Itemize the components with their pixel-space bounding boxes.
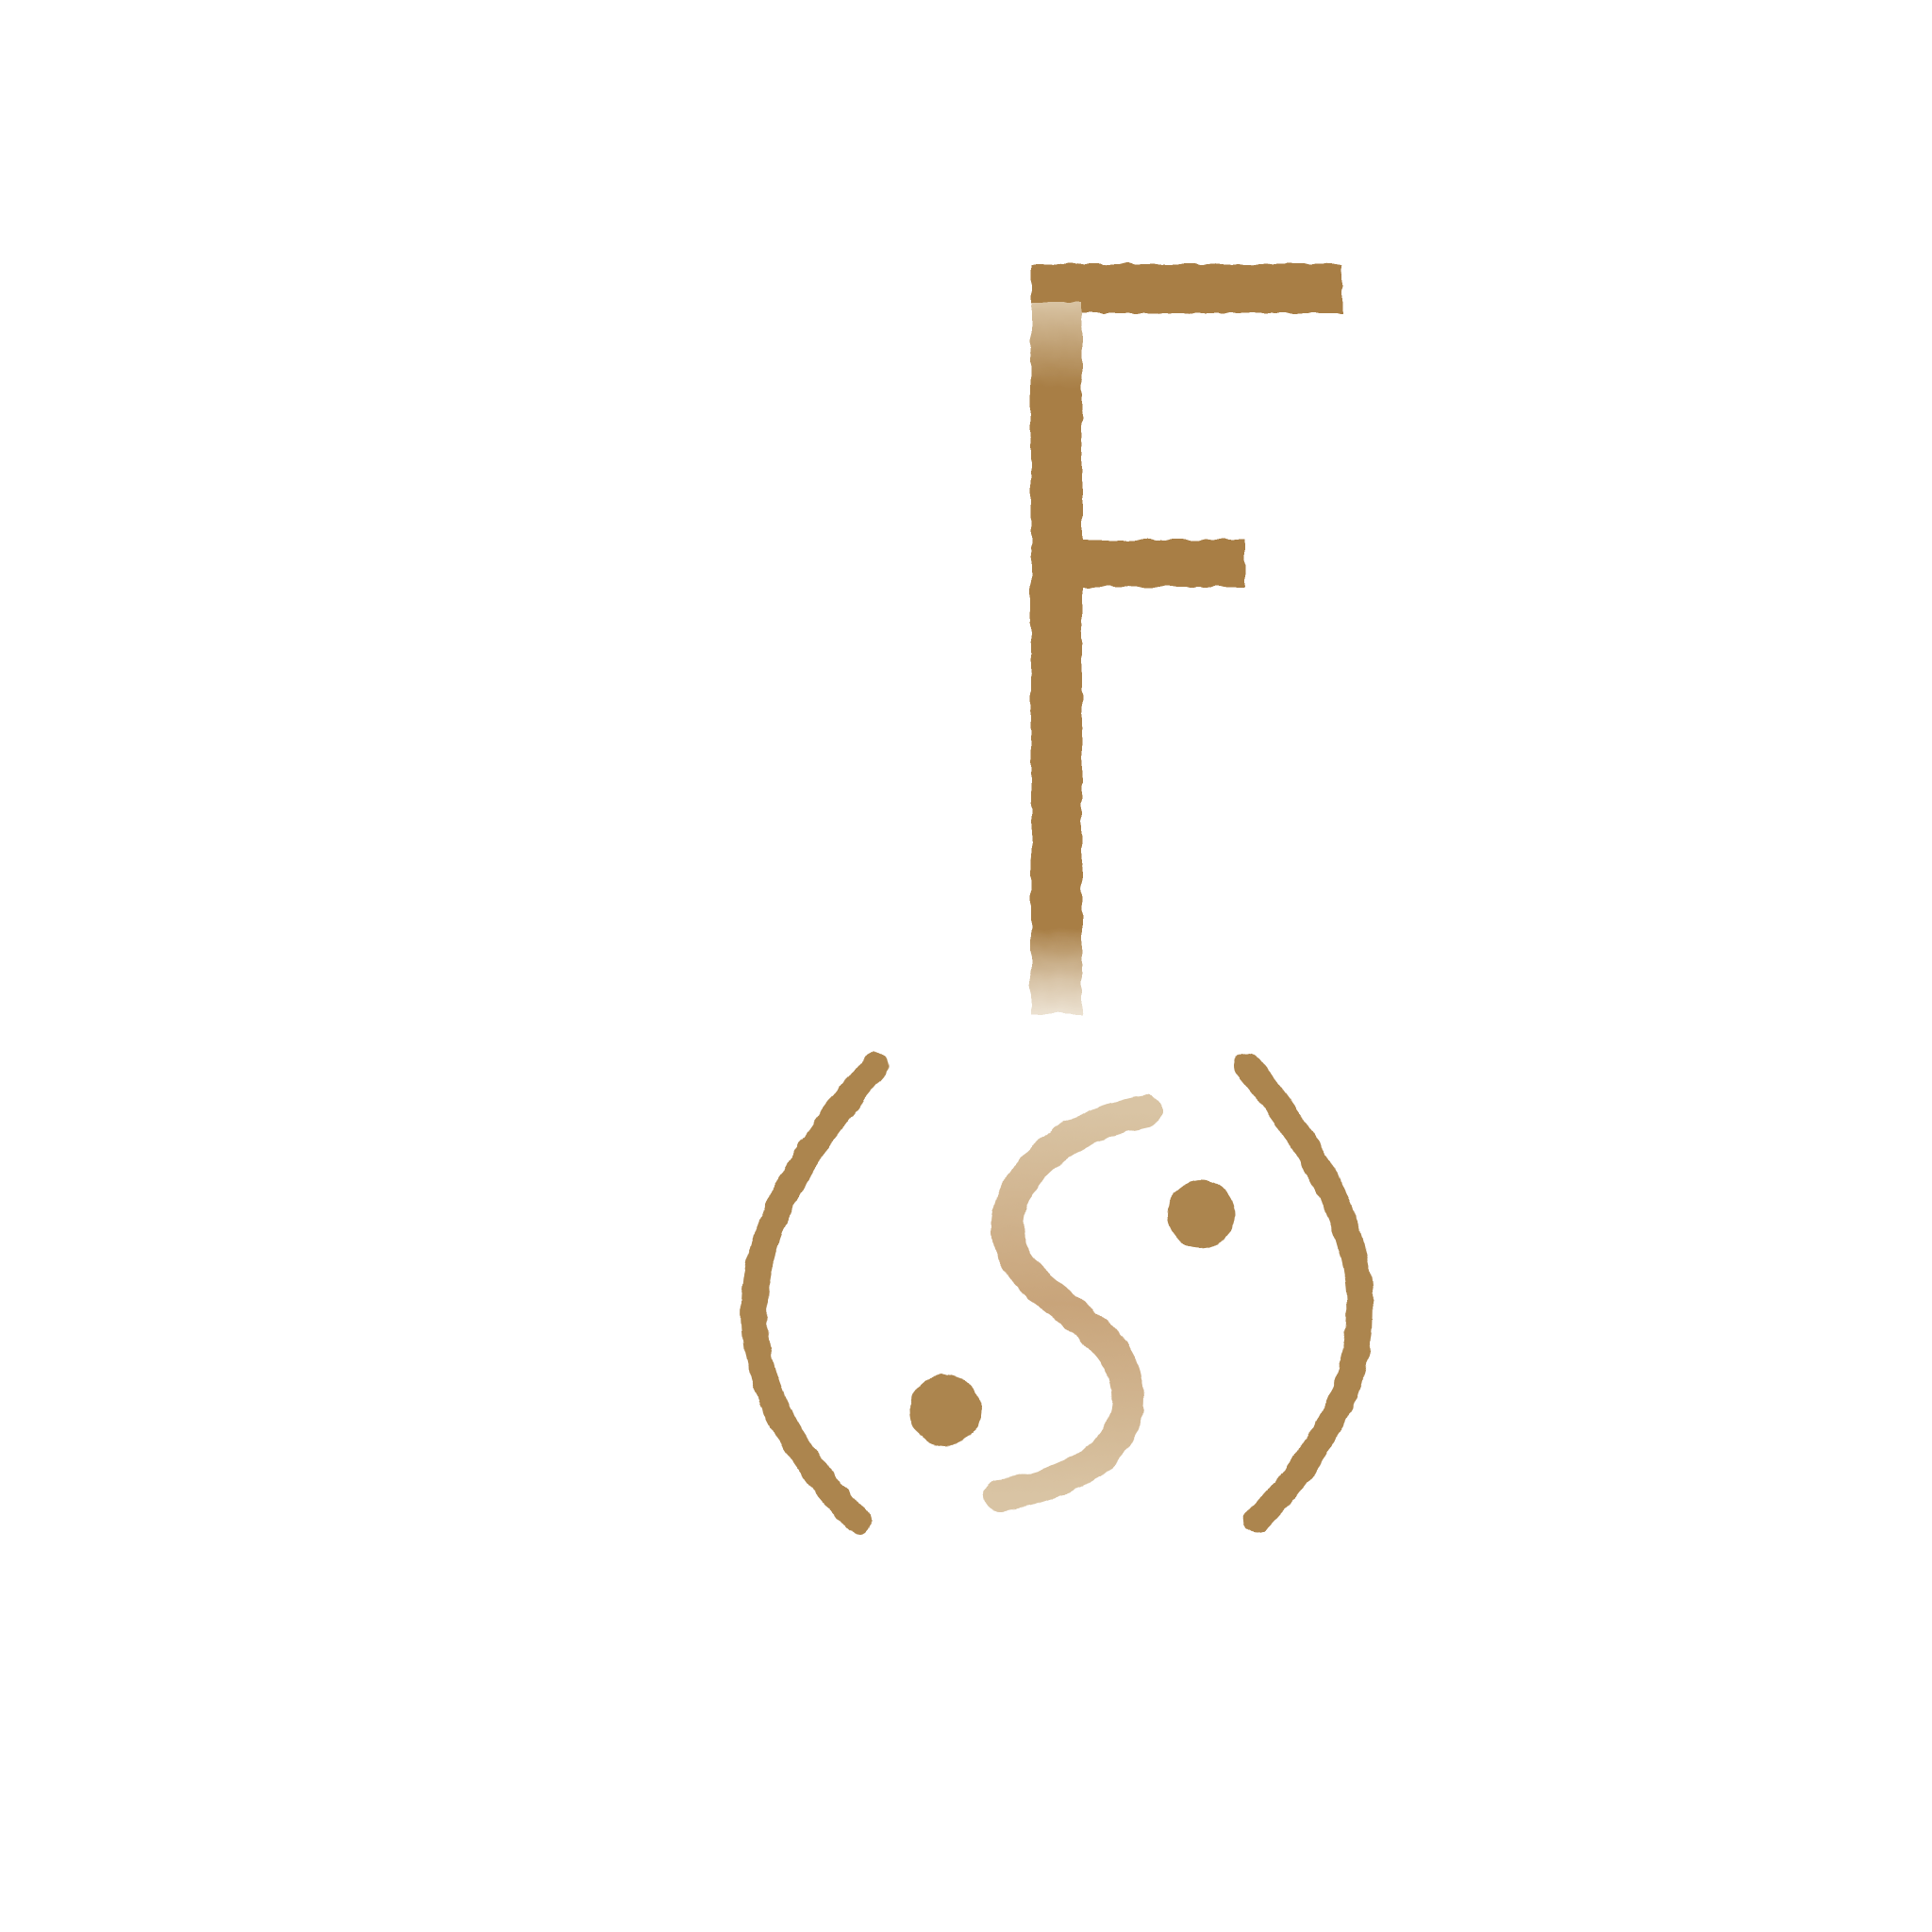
symbol [755, 1066, 1360, 1521]
dot-left [909, 1374, 981, 1446]
dot-right [1167, 1180, 1235, 1248]
letter-f-stem [1031, 302, 1082, 1014]
right-parenthesis [1247, 1066, 1360, 1521]
letter-f-middle-bar [1031, 540, 1245, 587]
left-parenthesis [755, 1066, 875, 1521]
letter-f [1031, 264, 1342, 1014]
s-curve [1000, 1111, 1146, 1495]
